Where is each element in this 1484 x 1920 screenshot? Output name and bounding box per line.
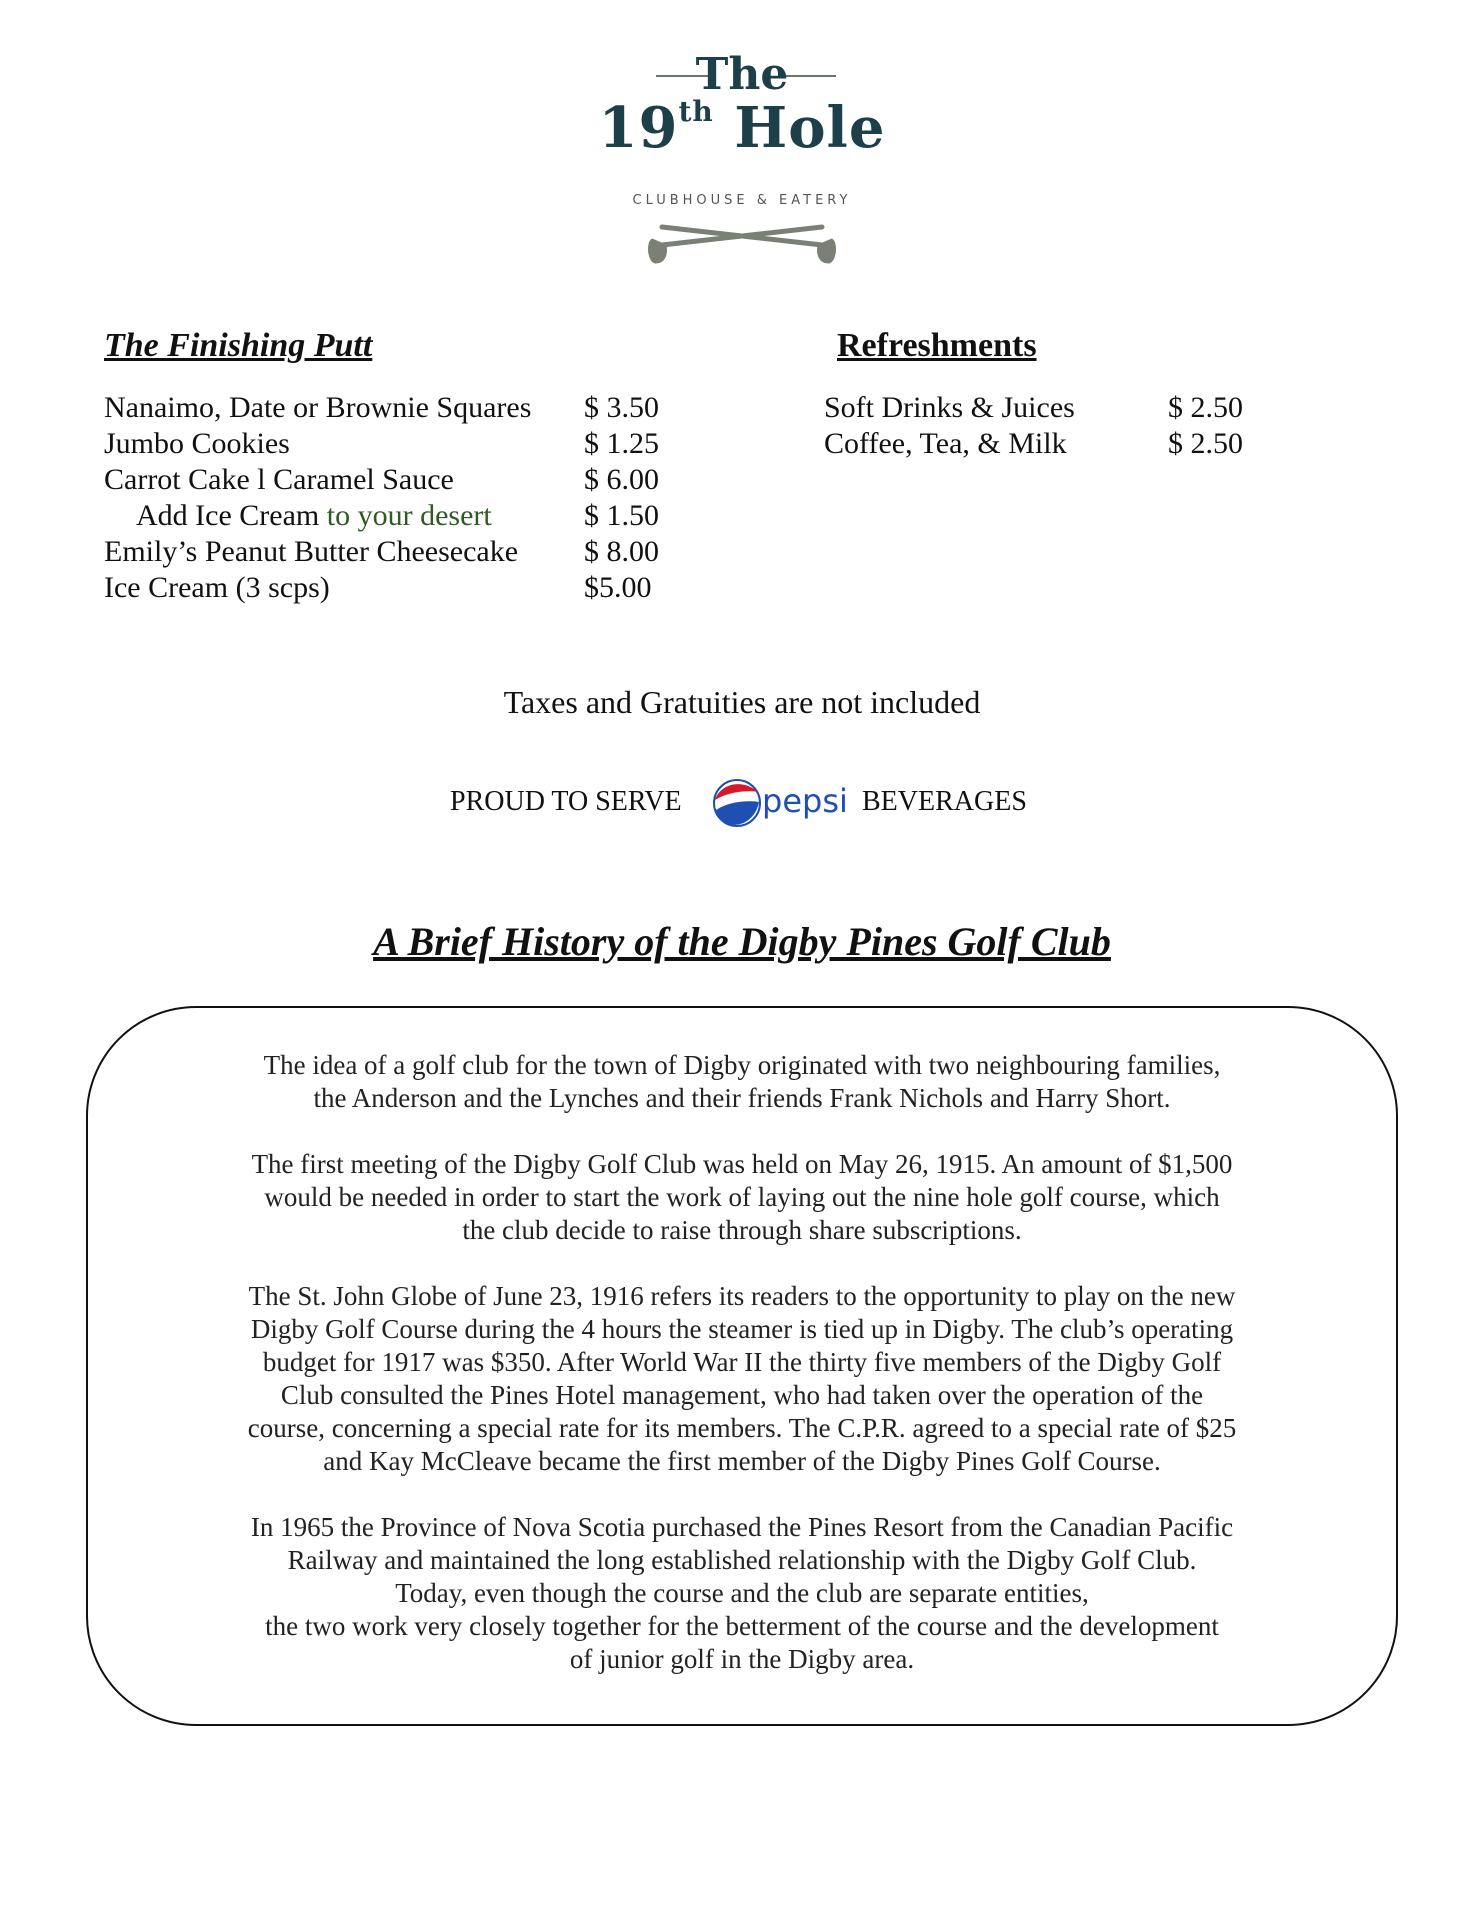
logo-number: 19 — [598, 95, 679, 161]
finishing-putt-heading: The Finishing Putt — [104, 327, 373, 364]
menu-item-name: Nanaimo, Date or Brownie Squares — [104, 391, 532, 424]
crossed-golf-clubs-icon — [640, 217, 844, 267]
taxes-note: Taxes and Gratuities are not included — [503, 684, 981, 720]
menu-item-price: $5.00 — [584, 571, 652, 604]
menu-item-name: Carrot Cake l Caramel Sauce — [104, 463, 454, 496]
menu-item-price: $ 2.50 — [1168, 391, 1243, 424]
menu-item-price: $ 6.00 — [584, 463, 659, 496]
refreshments-heading: Refreshments — [837, 327, 1037, 364]
history-line: the Anderson and the Lynches and their friends Frank Nichols and Harry Short. — [313, 1083, 1171, 1113]
history-line: of junior golf in the Digby area. — [569, 1644, 915, 1674]
beverages-text: BEVERAGES — [862, 786, 1027, 817]
history-line: the club decide to raise through share subscriptions. — [462, 1215, 1022, 1245]
history-paragraph-3 — [150, 1280, 1334, 1478]
addon-note: to your desert — [326, 499, 492, 532]
menu-item-name: Ice Cream (3 scps) — [104, 571, 330, 604]
history-line: Digby Golf Course during the 4 hours the steamer is tied up in Digby. The club’s operating — [250, 1314, 1234, 1344]
menu-item-name: Emily’s Peanut Butter Cheesecake — [104, 535, 519, 568]
logo-the: The — [695, 49, 789, 100]
menu-item-name: Jumbo Cookies — [104, 427, 290, 460]
history-line: would be needed in order to start the work of laying out the nine hole golf course, which — [264, 1182, 1220, 1212]
menu-item-name: Soft Drinks & Juices — [824, 391, 1075, 424]
history-line: Railway and maintained the long established relationship with the Digby Golf Club. — [287, 1545, 1197, 1575]
history-line: budget for 1917 was $350. After World War II the thirty five members of the Digby Golf — [262, 1347, 1222, 1377]
addon-name: Add Ice Cream — [136, 499, 320, 532]
menu-item-price: $ 8.00 — [584, 535, 659, 568]
history-line: The idea of a golf club for the town of Digby originated with two neighbouring families, — [263, 1050, 1221, 1080]
pepsi-wordmark: pepsi — [762, 782, 848, 820]
history-paragraph-1 — [150, 1049, 1334, 1115]
history-line: Today, even though the course and the club are separate entities, — [395, 1578, 1089, 1608]
menu-item-name: Coffee, Tea, & Milk — [824, 427, 1067, 460]
menu-item-price: $ 3.50 — [584, 391, 659, 424]
menu-item-addon — [136, 498, 492, 534]
pepsi-globe-icon — [712, 778, 762, 828]
history-paragraph-2 — [150, 1148, 1334, 1247]
history-line: course, concerning a special rate for its members. The C.P.R. agreed to a special rate of $25 — [247, 1413, 1237, 1443]
history-line: In 1965 the Province of Nova Scotia purchased the Pines Resort from the Canadian Pacific — [250, 1512, 1234, 1542]
logo-suffix: th — [678, 95, 714, 128]
history-line: the two work very closely together for the betterment of the course and the development — [265, 1611, 1219, 1641]
logo — [592, 45, 892, 235]
logo-subtitle: CLUBHOUSE & EATERY — [632, 193, 852, 208]
history-paragraph-4 — [150, 1511, 1334, 1676]
logo-title — [592, 95, 892, 161]
history-line: The first meeting of the Digby Golf Club was held on May 26, 1915. An amount of $1,500 — [251, 1149, 1233, 1179]
history-title: A Brief History of the Digby Pines Golf Club — [373, 919, 1111, 964]
pepsi-logo — [712, 776, 848, 832]
logo-word: Hole — [734, 95, 886, 161]
menu-item-price: $ 2.50 — [1168, 427, 1243, 460]
history-line: The St. John Globe of June 23, 1916 refers its readers to the opportunity to play on the new — [248, 1281, 1236, 1311]
history-line: and Kay McCleave became the first member of the Digby Pines Golf Course. — [323, 1446, 1161, 1476]
menu-item-price: $ 1.50 — [584, 499, 659, 532]
proud-to-serve-text: PROUD TO SERVE — [450, 786, 682, 817]
menu-item-price: $ 1.25 — [584, 427, 659, 460]
history-line: Club consulted the Pines Hotel management, who had taken over the operation of the — [280, 1380, 1204, 1410]
